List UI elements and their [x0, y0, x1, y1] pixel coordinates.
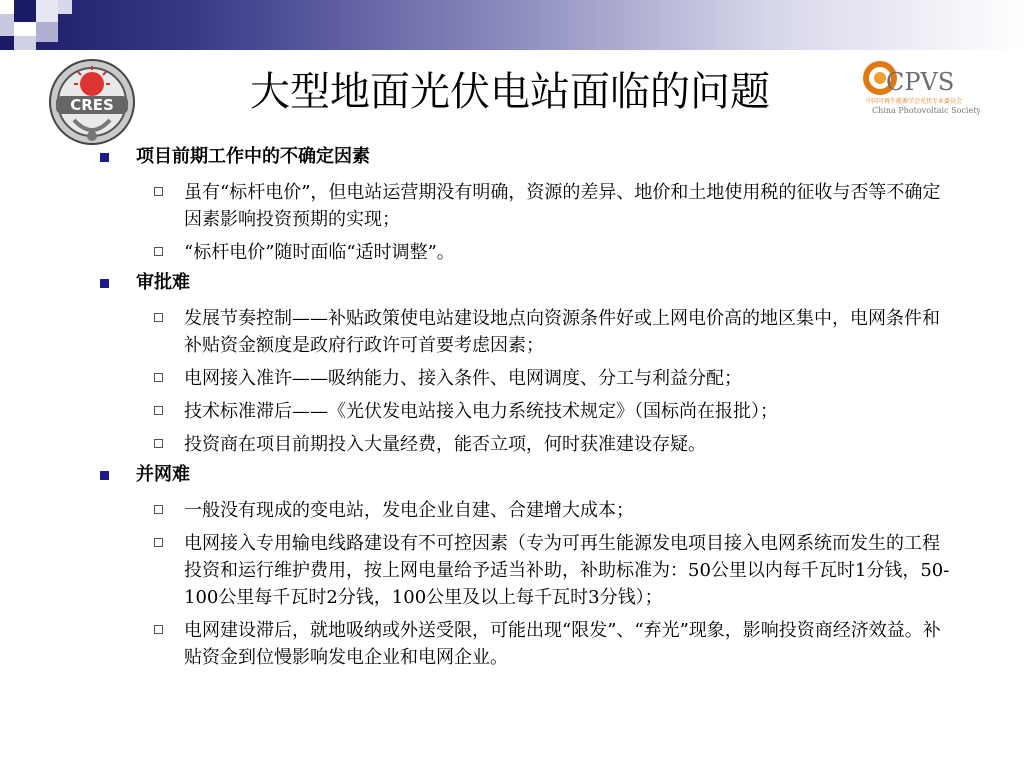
cres-logo-text: CRES — [70, 96, 114, 114]
cpvs-logo-text: CPVS — [886, 68, 955, 96]
cres-logo — [44, 56, 140, 148]
list-item: 技术标准滞后——《光伏发电站接入电力系统技术规定》（国标尚在报批）； — [184, 401, 778, 422]
hollow-square-bullet-icon — [154, 247, 163, 256]
hollow-square-bullet-icon — [154, 625, 163, 634]
section-heading: 项目前期工作中的不确定因素 — [136, 146, 370, 167]
section-approval — [98, 272, 968, 458]
square-bullet-icon — [100, 471, 109, 480]
list-item: 发展节奏控制——补贴政策使电站建设地点向资源条件好或上网电价高的地区集中，电网条件和补贴资金额度是政府行政许可首要考虑因素； — [184, 308, 940, 356]
hollow-square-bullet-icon — [154, 187, 163, 196]
list-item: 投资商在项目前期投入大量经费，能否立项，何时获准建设存疑。 — [184, 434, 706, 455]
cpvs-logo-en: China Photovoltaic Society — [872, 106, 980, 115]
hollow-square-bullet-icon — [154, 505, 163, 514]
list-item: “标杆电价”随时面临“适时调整”。 — [184, 242, 455, 263]
hollow-square-bullet-icon — [154, 538, 163, 547]
page-title: 大型地面光伏电站面临的问题 — [250, 69, 770, 115]
list-item: 电网接入准许——吸纳能力、接入条件、电网调度、分工与利益分配； — [184, 368, 742, 389]
hollow-square-bullet-icon — [154, 406, 163, 415]
list-item: 一般没有现成的变电站，发电企业自建、合建增大成本； — [184, 500, 634, 521]
hollow-square-bullet-icon — [154, 313, 163, 322]
section-heading: 审批难 — [136, 272, 190, 293]
title-band — [0, 0, 1024, 50]
section-uncertainty — [98, 146, 968, 266]
section-heading: 并网难 — [136, 464, 190, 485]
hollow-square-bullet-icon — [154, 439, 163, 448]
list-item: 电网建设滞后，就地吸纳或外送受限，可能出现“限发”、“弃光”现象，影响投资商经济效益。补贴资金到位慢影响发电企业和电网企业。 — [184, 620, 941, 668]
slide-body — [98, 146, 968, 677]
square-bullet-icon — [100, 279, 109, 288]
corner-decoration — [0, 0, 80, 62]
square-bullet-icon — [100, 153, 109, 162]
list-item: 虽有“标杆电价”，但电站运营期没有明确，资源的差异、地价和土地使用税的征收与否等不确定因素影响投资预期的实现； — [184, 182, 941, 230]
list-item: 电网接入专用输电线路建设有不可控因素（专为可再生能源发电项目接入电网系统而发生的工程投资和运行维护费用，按上网电量给予适当补助，补助标准为：50公里以内每千瓦时1分钱，50-100公里每千瓦时2分钱，100公里及以上每千瓦时3分钱）； — [184, 533, 950, 608]
hollow-square-bullet-icon — [154, 373, 163, 382]
cpvs-logo-cn: 中国可再生能源学会光伏专业委员会 — [866, 98, 963, 105]
cpvs-logo — [860, 58, 980, 122]
section-grid-connection — [98, 464, 968, 671]
